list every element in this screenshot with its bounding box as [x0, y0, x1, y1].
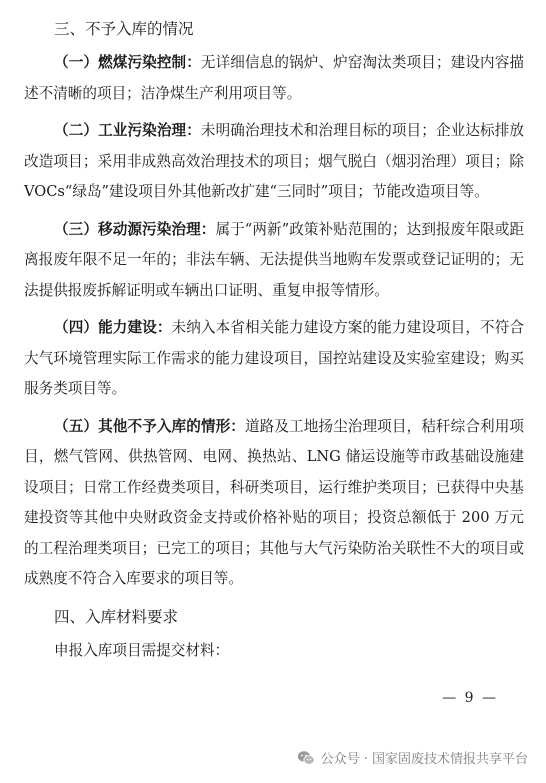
item-lead: （一）燃煤污染控制：: [54, 54, 201, 71]
watermark-text: 公众号 · 国家固废技术情报共享平台: [320, 752, 528, 767]
item-lead: （三）移动源污染治理：: [54, 220, 216, 238]
item-text: 未纳入本省相关能力建设方案的能力建设项目，不符合大气环境管理实际工作需求的能力建设项目，国控站建设及实验室建设；购买服务类项目等。: [24, 319, 524, 397]
section-3-heading: [54, 14, 524, 44]
item-text: 未明确治理技术和治理目标的项目；企业达标排放改造项目；采用非成熟高效治理技术的项目；烟气脱白（烟羽治理）项目；除 VOCs“绿岛”建设项目外其他新改扩建“三同时”项目；节能改造项目等。: [24, 122, 524, 200]
page-number: — 9 —: [442, 690, 498, 706]
item-text: 道路及工地扬尘治理项目，秸秆综合利用项目，燃气管网、供热管网、电网、换热站、LNG 储运设施等市政基础设施建设项目；日常工作经费类项目，科研类项目，运行维护类项目；已获得中央基建投资等其他中央财政资金支持或价格补贴的项目；投资总额低于 200 万元的工程治理类项目；已完工的项目；其他与大气污染防治关联性不大的项目或成熟度不符合入库要求的项目等。: [24, 417, 524, 587]
watermark: [297, 748, 528, 767]
item-industrial-pollution: [24, 116, 524, 208]
section-4-heading: [54, 602, 524, 632]
wechat-icon: [297, 750, 315, 766]
section-4-title: 四、入库材料要求: [54, 607, 179, 626]
section-4-intro: 申报入库项目需提交材料：: [54, 641, 230, 659]
section-3-title: 三、不予入库的情况: [54, 20, 194, 38]
item-mobile-source: [24, 215, 524, 307]
item-coal-pollution: [24, 48, 524, 109]
item-text: 无详细信息的锅炉、炉窑淘汰类项目；建设内容描述不清晰的项目；洁净煤生产利用项目等。: [24, 54, 524, 102]
item-lead: （二）工业污染治理：: [54, 122, 201, 139]
item-other-exclusions: [24, 412, 524, 595]
item-lead: （四）能力建设：: [54, 319, 172, 336]
item-lead: （五）其他不予入库的情形：: [54, 417, 245, 435]
item-capacity-building: [24, 313, 524, 405]
document-page: [24, 14, 524, 666]
item-text: 属于“两新”政策补贴范围的；达到报废年限或距离报废年限不足一年的；非法车辆、无法提供当地购车发票或登记证明的；无法提供报废拆解证明或车辆出口证明、重复申报等情形。: [24, 220, 524, 299]
